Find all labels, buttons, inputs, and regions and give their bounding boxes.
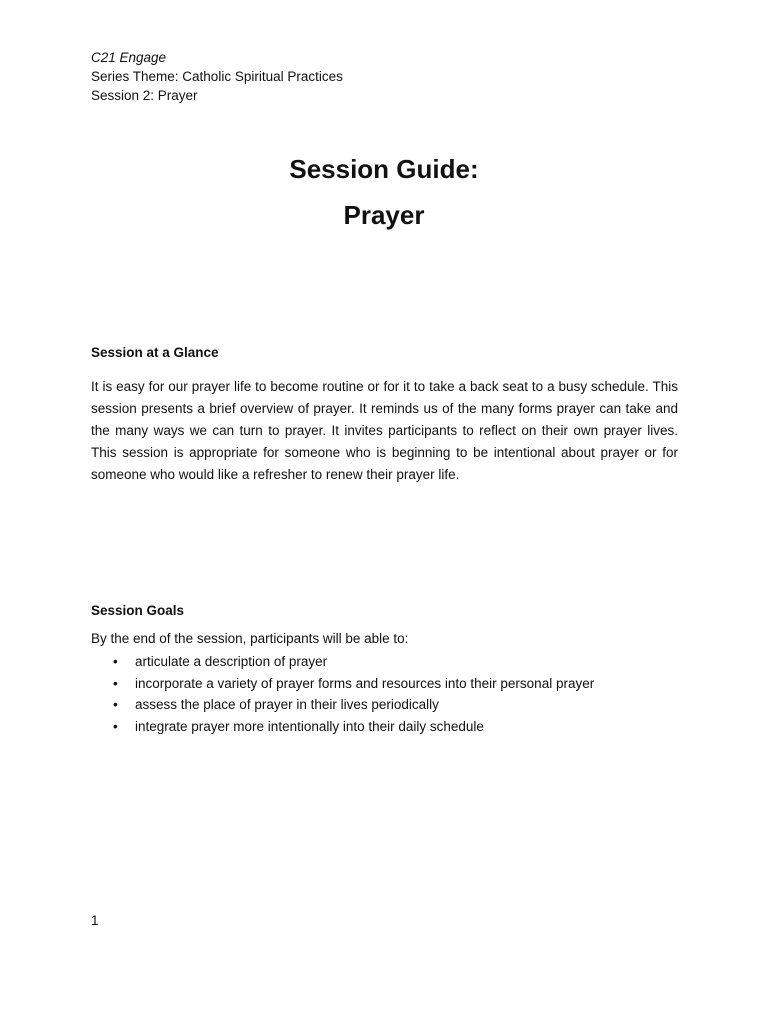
goals-intro: By the end of the session, participants will be able to: — [91, 631, 409, 646]
goals-list — [113, 651, 594, 737]
page-title — [0, 146, 768, 238]
goal-text: incorporate a variety of prayer forms and resources into their personal prayer — [135, 675, 595, 691]
bullet-icon: • — [113, 718, 118, 734]
bullet-icon: • — [113, 697, 118, 712]
list-item — [113, 651, 594, 673]
section-heading-goals: Session Goals — [91, 603, 185, 618]
bullet-icon: • — [113, 654, 118, 669]
title-line-2: Prayer — [343, 200, 425, 230]
goal-text: integrate prayer more intentionally into their daily schedule — [135, 718, 484, 734]
document-header — [91, 48, 343, 105]
list-item — [113, 716, 594, 738]
title-line-1: Session Guide: — [289, 154, 479, 184]
program-name: C21 Engage — [91, 50, 167, 65]
goal-text: assess the place of prayer in their lives periodically — [135, 697, 439, 712]
series-theme: Series Theme: Catholic Spiritual Practices — [91, 69, 343, 84]
list-item — [113, 694, 594, 716]
list-item — [113, 673, 594, 695]
bullet-icon: • — [113, 675, 118, 691]
page-number: 1 — [91, 913, 99, 928]
session-label: Session 2: Prayer — [91, 88, 198, 103]
goal-text: articulate a description of prayer — [135, 654, 328, 669]
section-heading-glance: Session at a Glance — [91, 345, 219, 360]
glance-paragraph: It is easy for our prayer life to become routine or for it to take a back seat to a busy schedule. This session presents a brief overview of prayer. It reminds us of the many forms prayer can take and the many ways we can turn to prayer. It invites participants to reflect on their own prayer lives. This session is appropriate for someone who is beginning to be intentional about prayer or for someone who would like a refresher to renew their prayer life. — [91, 379, 678, 482]
